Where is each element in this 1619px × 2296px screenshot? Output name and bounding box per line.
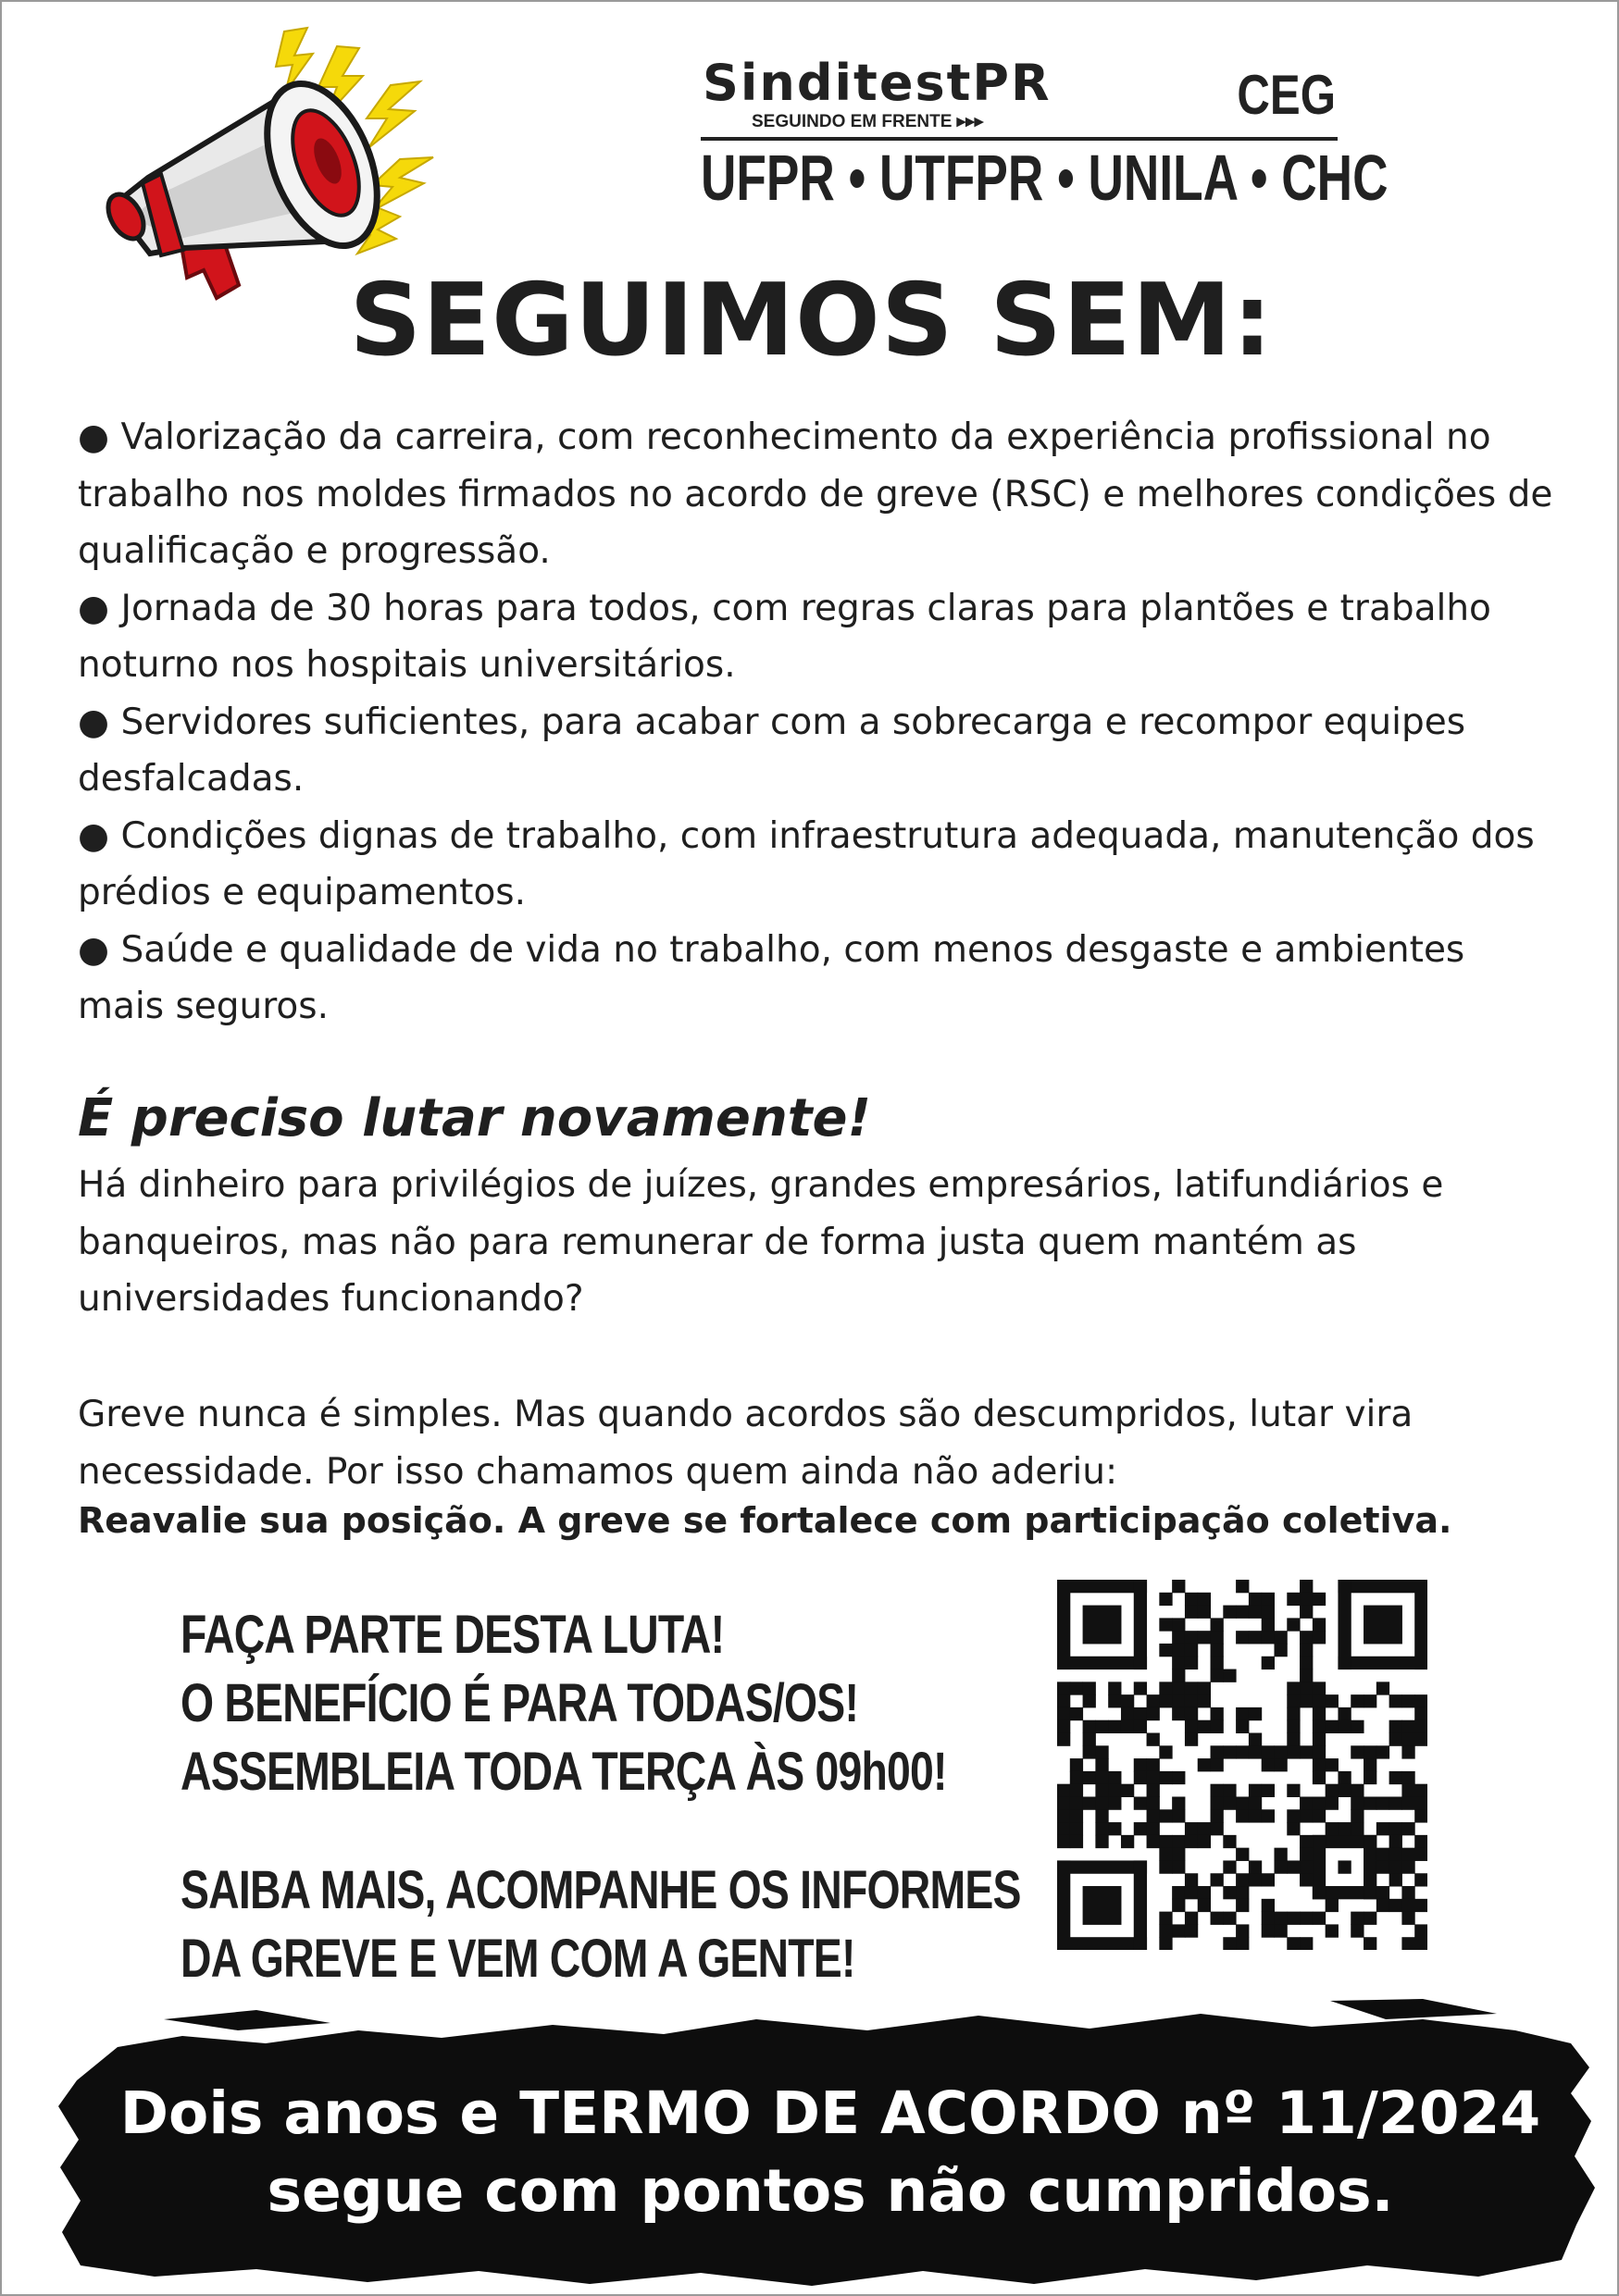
cta-block-join: [181, 1601, 947, 1806]
page-title: SEGUIMOS SEM:: [349, 263, 1274, 379]
banner-line: Dois anos e TERMO DE ACORDO nº 11/2024: [119, 2079, 1541, 2147]
paragraph-strike: Greve nunca é simples. Mas quando acordos são descumpridos, lutar vira necessidade. Por isso chamamos quem ainda não aderiu:: [78, 1394, 1414, 1493]
cta-block-info: [181, 1856, 1021, 1993]
cta-line: O BENEFÍCIO É PARA TODAS/OS!: [181, 1673, 859, 1733]
banner-line: segue com pontos não cumpridos.: [267, 2157, 1394, 2225]
org-tagline: SEGUINDO EM FRENTE ▸▸▸: [752, 112, 984, 131]
cta-line: ASSEMBLEIA TODA TERÇA ÀS 09h00!: [181, 1742, 947, 1802]
demand-item: ● Condições dignas de trabalho, com infraestrutura adequada, manutenção dos prédios e equipamentos.: [78, 808, 1559, 922]
demand-item: ● Saúde e qualidade de vida no trabalho, com menos desgaste e ambientes mais seguros.: [78, 922, 1559, 1036]
paragraph-privileges: Há dinheiro para privilégios de juízes, grandes empresários, latifundiários e banqueiros, mas não para remunerar de forma justa quem mantém as universidades funcionando?: [78, 1164, 1444, 1320]
paragraph-call-bold: Reavalie sua posição. A greve se fortalece com participação coletiva.: [78, 1500, 1452, 1541]
section-subheading: É preciso lutar novamente!: [78, 1088, 871, 1148]
cta-line: SAIBA MAIS, ACOMPANHE OS INFORMES: [181, 1860, 1021, 1920]
cta-line: DA GREVE E VEM COM A GENTE!: [181, 1929, 855, 1989]
org-ceg: CEG: [1237, 64, 1336, 126]
footer-banner-text: [53, 2075, 1608, 2230]
demands-list: [78, 409, 1559, 1036]
demand-item: ● Valorização da carreira, com reconhecimento da experiência profissional no trabalho nos moldes firmados no acordo de greve (RSC) e melhores condições de qualificação e progressão.: [78, 409, 1559, 580]
demand-item: ● Servidores suficientes, para acabar com a sobrecarga e recompor equipes desfalcadas.: [78, 694, 1559, 808]
org-header: [701, 50, 1389, 217]
org-name: SinditestPR: [703, 54, 1052, 112]
demand-item: ● Jornada de 30 horas para todos, com regras claras para plantões e trabalho noturno nos hospitais universitários.: [78, 580, 1559, 694]
cta-line: FAÇA PARTE DESTA LUTA!: [181, 1605, 725, 1665]
qr-code-icon[interactable]: [1057, 1580, 1427, 1950]
universities-list: UFPR • UTFPR • UNILA • CHC: [701, 142, 1389, 214]
